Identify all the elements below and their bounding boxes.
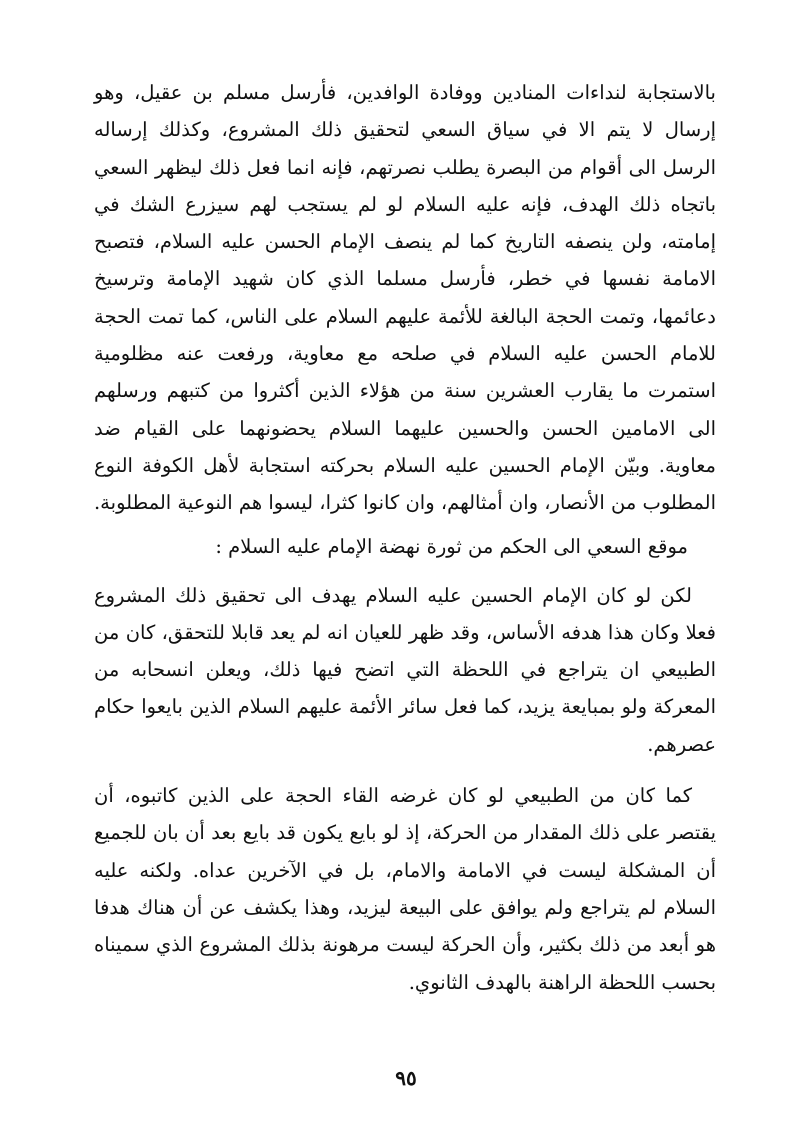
page-body [94, 74, 716, 1001]
section-heading: موقع السعي الى الحكم من ثورة نهضة الإمام عليه السلام : [215, 534, 688, 558]
page-number: ٩٥ [395, 1066, 417, 1090]
paragraph-2: لكن لو كان الإمام الحسين عليه السلام يهدف الى تحقيق ذلك المشروع فعلا وكان هذا هدفه الأساس، وقد ظهر للعيان انه لم يعد قابلا للتحقق، كان من الطبيعي ان يتراجع في اللحظة التي اتضح فيها ذلك، ويعلن انسحابه من المعركة ولو بمبايعة يزيد، كما فعل سائر الأئمة عليهم السلام الذين بايعوا حكام عصرهم. [94, 583, 716, 756]
paragraph-3: كما كان من الطبيعي لو كان غرضه القاء الحجة على الذين كاتبوه، أن يقتصر على ذلك المقدار من الحركة، إذ لو بايع يكون قد بايع بعد أن بان للجميع أن المشكلة ليست في الامامة والامام، بل في الآخرين عداه. ولكنه عليه السلام لم يتراجع ولم يوافق على البيعة ليزيد، وهذا يكشف عن أن هناك هدفا هو أبعد من ذلك بكثير، وأن الحركة ليست مرهونة بذلك المشروع الذي سميناه بحسب اللحظة الراهنة بالهدف الثانوي. [94, 784, 716, 994]
paragraph-1: بالاستجابة لنداءات المنادين ووفادة الوافدين، فأرسل مسلم بن عقيل، وهو إرسال لا يتم الا في سياق السعي لتحقيق ذلك المشروع، وكذلك إرساله الرسل الى أقوام من البصرة يطلب نصرتهم، فإنه انما فعل ذلك ليظهر السعي باتجاه ذلك الهدف، فإنه عليه السلام لو لم يستجب لهم سيزرع الشك في إمامته، ولن ينصفه التاريخ كما لم ينصف الإمام الحسن عليه السلام، فتصبح الامامة نفسها في خطر، فأرسل مسلما الذي كان شهيد الإمامة وترسيخ دعائمها، وتمت الحجة البالغة للأئمة عليهم السلام على الناس، كما تمت الحجة للامام الحسن عليه السلام في صلحه مع معاوية، ورفعت عنه مظلومية استمرت ما يقارب العشرين سنة من هؤلاء الذين أكثروا من كتبهم ورسلهم الى الامامين الحسن والحسين عليهما السلام يحضونهما على القيام ضد معاوية. وبيّن الإمام الحسين عليه السلام بحركته استجابة لأهل الكوفة النوع المطلوب من الأنصار، وان أمثالهم، وان كانوا كثرا، ليسوا هم النوعية المطلوبة. [93, 81, 716, 515]
